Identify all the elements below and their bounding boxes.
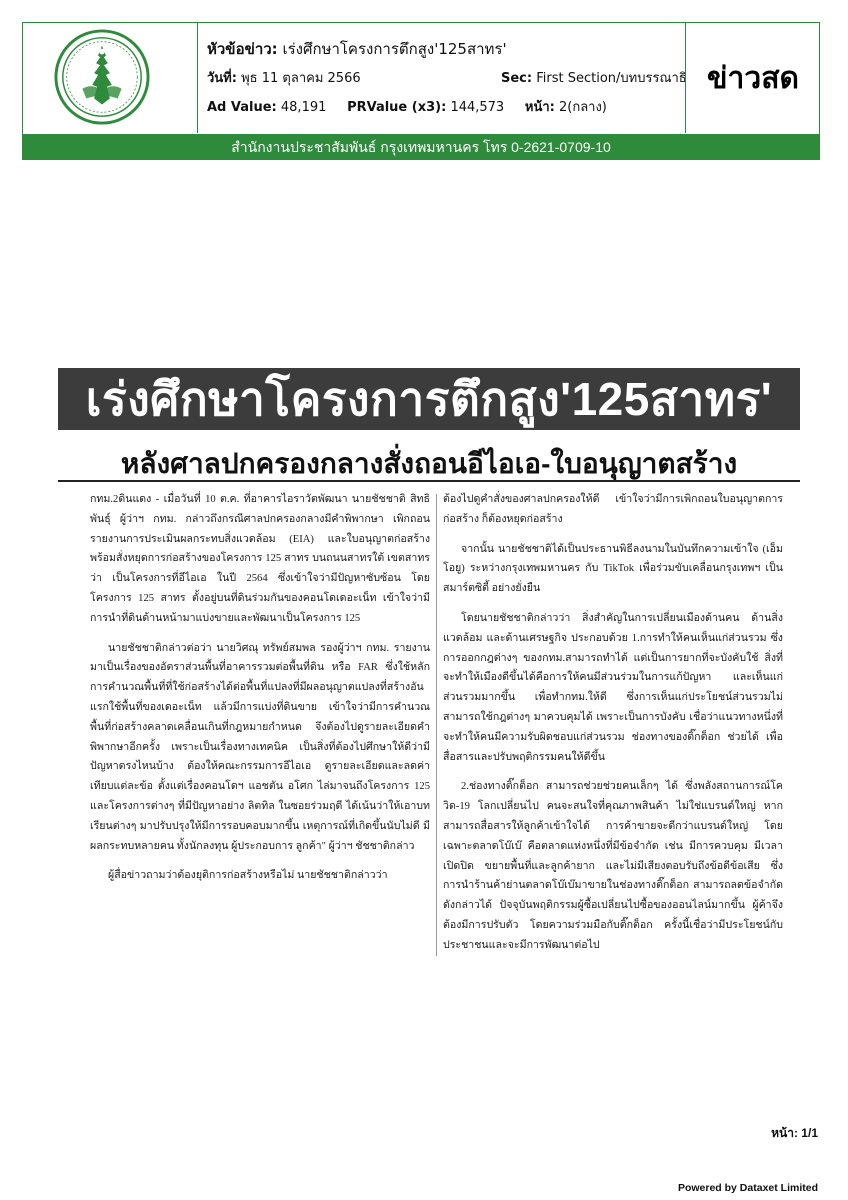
page-value: 2(กลาง): [558, 100, 607, 115]
article-paragraph: ต้องไปดูคำสั่งของศาลปกครองให้ดี เข้าใจว่ามีการเพิกถอนใบอนุญาตการก่อสร้าง ก็ต้องหยุดก่อสร้าง: [443, 494, 783, 525]
clipping-date: พุธ 11 ตุลาคม 2566: [241, 71, 361, 86]
ad-value-label: Ad Value:: [207, 100, 277, 115]
publication-name: ข่าวสด: [707, 62, 799, 95]
pr-value: 144,573: [450, 100, 505, 115]
clipping-header: [22, 22, 820, 135]
clipping-section: First Section/บทบรรณาธิ: [536, 71, 687, 86]
article-paragraph: 2.ช่องทางติ๊กต็อก สามารถช่วยช่วยคนเล็กๆ ได้ ซึ่งพลังสถานการณ์โควิด-19 โลกเปลี่ยนไป คนจะสนใจที่คุณภาพสินค้า ไม่ใช่แบรนด์ใหญ่ หากสามารถสื่อสารให้ลูกค้าเข้าใจได้ การค้าขายจะดีกว่าแบรนด์ใหญ่ โดยเฉพาะตลาดโบ๊เบ๊ คือตลาดแห่งหนึ่งที่มีข้อจำกัด เช่น มีการควบคุม มีเวลาเปิดปิด ขยายพื้นที่และลูกค้ายาก และไม่มีเสียงตอบรับถึงข้อดีข้อเสีย ซึ่งการนำร้านค้าย่านตลาดโบ๊เบ๊มาขายในช่องทางติ๊กต็อก สามารถลดข้อจำกัดดังกล่าวได้ ปัจจุบันพฤติกรรมผู้ซื้อเปลี่ยนไปซื้อของออนไลน์มากขึ้น ผู้ค้าจึงต้องมีการปรับตัว โดยความร่วมมือกับติ๊กต็อก ครั้งนี้เชื่อว่ามีประโยชน์กับประชาชนและจะมีการพัฒนาต่อไป: [443, 781, 783, 951]
article-subheadline: หลังศาลปกครองกลางสั่งถอนอีไอเอ-ใบอนุญาตสร้าง: [120, 448, 738, 479]
publication-badge-cell: [685, 23, 820, 133]
article-paragraph: กทม.2ดินแดง - เมื่อวันที่ 10 ต.ค. ที่อาคารไอราวัตพัฒนา นายชัชชาติ สิทธิพันธุ์ ผู้ว่าฯ กทม. กล่าวถึงกรณีศาลปกครองกลางมีคำพิพากษา เพิกถอนรายงานการประเมินผลกระทบสิ่งแวดล้อม (EIA) และใบอนุญาตก่อสร้าง พร้อมสั่งหยุดการก่อสร้างของโครงการ 125 สาทร บนถนนสาทรใต้ เขตสาทร ว่า เป็นโครงการที่อีไอเอ ในปี 2564 ซึ่งเข้าใจว่ามีปัญหาซับซ้อน โดยโครงการ 125 สาทร ตั้งอยู่บนที่ดินร่วมกันของคอนโดเดอะเน็ท เข้าใจว่ามีการนำที่ดินด้านหน้ามาแบ่งขายและพัฒนาเป็นโครงการ 125: [90, 494, 430, 624]
article-paragraph: ผู้สื่อข่าวถามว่าต้องยุติการก่อสร้างหรือไม่ นายชัชชาติกล่าวว่า: [108, 870, 388, 882]
bangkok-city-seal-icon: [53, 28, 151, 126]
section-label: Sec:: [501, 71, 533, 86]
clipping-info: [197, 23, 685, 133]
subheadline-underline: [58, 480, 800, 482]
column-divider: [436, 494, 437, 956]
pr-value-label: PRValue (x3):: [347, 100, 447, 115]
headline-row: [207, 37, 507, 61]
article-column-right: [443, 490, 783, 966]
page-label: หน้า:: [524, 100, 555, 115]
clipping-title: เร่งศึกษาโครงการตึกสูง'125สาทร': [282, 40, 507, 58]
article-paragraph: จากนั้น นายชัชชาติได้เป็นประธานพิธีลงนามในบันทึกความเข้าใจ (เอ็มโอยู) ระหว่างกรุงเทพมหานคร กับ TikTok เพื่อร่วมขับเคลื่อนกรุงเทพฯ เป็น สมาร์ตซิตี้ อย่างยั่งยืน: [443, 543, 783, 595]
article-paragraph: โดยนายชัชชาติกล่าวว่า สิ่งสำคัญในการเปลี่ยนเมืองด้านคน ด้านสิ่งแวดล้อม และด้านเศรษฐกิจ ประกอบด้วย 1.การทำให้คนเห็นแก่ส่วนรวม ซึ่งการออกกฎต่างๆ ของกทม.สามารถทำได้ แต่เป็นการยากที่จะบังคับใช้ สิ่งที่จะทำให้เมืองดีขึ้นได้คือการให้คนมีส่วนร่วมในการแก้ปัญหา และเห็นแก่ส่วนรวมมากขึ้น เพื่อทำกทม.ให้ดี ซึ่งการเห็นแก่ประโยชน์ส่วนรวมไม่สามารถใช้กฎต่างๆ มาควบคุมได้ เพราะเป็นการบังคับ เชื่อว่าแนวทางหนึ่งที่จะทำให้คนมีความรับผิดชอบแก่ส่วนรวม ช่องทางของติ๊กต็อก ช่วยได้ เพื่อสื่อสารและปรับพฤติกรรมคนให้ดีขึ้น: [443, 612, 783, 763]
date-row: [207, 67, 361, 88]
article-column-left: [90, 490, 430, 896]
ad-value: 48,191: [280, 100, 327, 115]
powered-by: Powered by Dataxet Limited: [677, 1182, 818, 1194]
date-label: วันที่:: [207, 71, 237, 86]
page-number: หน้า: 1/1: [771, 1126, 818, 1140]
agency-bar: สำนักงานประชาสัมพันธ์ กรุงเทพมหานคร โทร 0-2621-0709-10: [22, 134, 820, 160]
section-row: [501, 67, 687, 88]
value-row: [207, 96, 607, 117]
article-paragraph: นายชัชชาติกล่าวต่อว่า นายวิศณุ ทรัพย์สมพล รองผู้ว่าฯ กทม. รายงานมาเป็นเรื่องของอัตราส่วนพื้นที่อาคารรวมต่อพื้นที่ดิน หรือ FAR ซึ่งใช้หลักการคำนวณพื้นที่ที่ใช้ก่อสร้างได้ต่อพื้นที่แปลงที่มีผลอนุญาตแปลงที่สร้างอันแรกใช้พื้นที่ของเดอะเน็ท แล้วมีการแบ่งที่ดินขาย เข้าใจว่ามีการคำนวณพื้นที่ก่อสร้างคลาดเคลื่อนเกินที่กฎหมายกำหนด จึงต้องไปดูรายละเอียดคำพิพากษาอีกครั้ง เพราะเป็นเรื่องทางเทคนิค เป็นสิ่งที่ต้องไปศึกษาให้ดีว่ามีปัญหาตรงไหนบ้าง ต้องให้คณะกรรมการอีไอเอ ดูรายละเอียดและลดค่าเทียบแต่ละข้อ ตั้งแต่เรื่องคอนโดฯ แอชตัน อโศก ไล่มาจนถึงโครงการ 125 และโครงการต่างๆ ที่มีปัญหาอย่าง ลิตทิล ในซอยร่วมฤดี ได้เน้นว่าให้เอาบทเรียนต่างๆ มาปรับปรุงให้มีการรอบคอบมากขึ้น เหตุการณ์ที่เกิดขึ้นนับไม่ดี มีผลกระทบหลายคน ทั้งนักลงทุน ผู้ประกอบการ ลูกค้า" ผู้ว่าฯ ชัชชาติกล่าว: [90, 642, 430, 852]
logo-cell: [23, 23, 198, 133]
article-headline: เร่งศึกษาโครงการตึกสูง'125สาทร': [58, 368, 800, 430]
title-label: หัวข้อข่าว:: [207, 40, 278, 58]
